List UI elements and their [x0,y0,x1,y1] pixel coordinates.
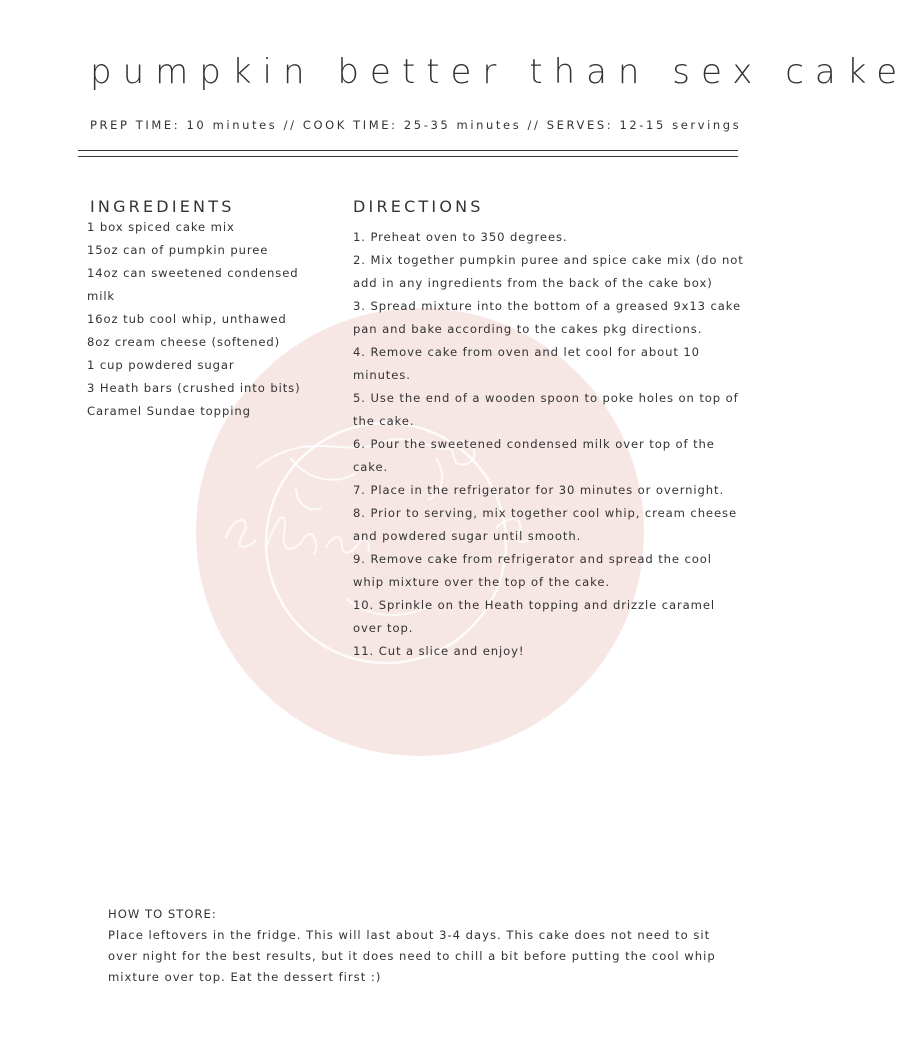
ingredient-item: 16oz tub cool whip, unthawed [87,312,287,326]
directions-heading: DIRECTIONS [353,197,484,216]
recipe-meta: PREP TIME: 10 minutes // COOK TIME: 25-35 minutes // SERVES: 12-15 servings [90,118,742,132]
direction-step: 7. Place in the refrigerator for 30 minutes or overnight. [353,483,725,497]
direction-step: 10. Sprinkle on the Heath topping and drizzle caramel over top. [353,598,716,635]
ingredient-item: 1 box spiced cake mix [87,220,235,234]
ingredient-item: 15oz can of pumpkin puree [87,243,269,257]
direction-step: 1. Preheat oven to 350 degrees. [353,230,568,244]
direction-step: 5. Use the end of a wooden spoon to poke holes on top of the cake. [353,391,739,428]
storage-section [108,904,728,988]
recipe-title: pumpkin better than sex cake [90,52,908,92]
direction-step: 11. Cut a slice and enjoy! [353,644,525,658]
divider-bottom [78,156,738,157]
ingredients-heading: INGREDIENTS [90,197,235,216]
ingredients-list [87,216,312,423]
divider-top [78,150,738,151]
direction-step: 4. Remove cake from oven and let cool for about 10 minutes. [353,345,700,382]
direction-step: 9. Remove cake from refrigerator and spread the cool whip mixture over the top of the cake. [353,552,712,589]
direction-step: 3. Spread mixture into the bottom of a greased 9x13 cake pan and bake according to the cakes pkg directions. [353,299,742,336]
ingredient-item: 8oz cream cheese (softened) [87,335,281,349]
ingredient-item: 1 cup powdered sugar [87,358,235,372]
direction-step: 6. Pour the sweetened condensed milk over top of the cake. [353,437,715,474]
direction-step: 2. Mix together pumpkin puree and spice cake mix (do not add in any ingredients from the back of the cake box) [353,253,744,290]
storage-text: Place leftovers in the fridge. This will last about 3-4 days. This cake does not need to sit over night for the best results, but it does need to chill a bit before putting the cool whip mixture over top. Eat the dessert first :) [108,928,716,984]
directions-list [353,226,745,663]
storage-heading: HOW TO STORE: [108,907,217,921]
ingredient-item: Caramel Sundae topping [87,404,251,418]
direction-step: 8. Prior to serving, mix together cool whip, cream cheese and powdered sugar until smooth. [353,506,737,543]
ingredient-item: 14oz can sweetened condensed milk [87,266,299,303]
ingredient-item: 3 Heath bars (crushed into bits) [87,381,301,395]
